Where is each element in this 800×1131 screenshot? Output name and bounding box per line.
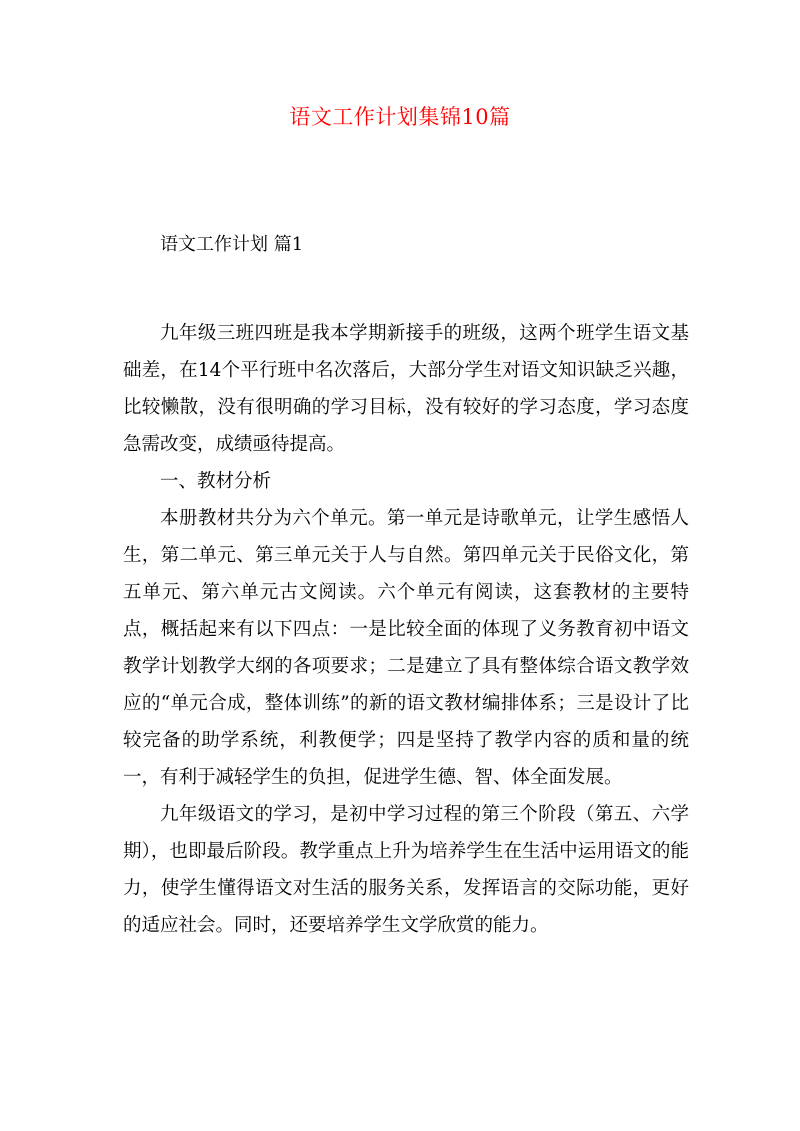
subheading-textbook-analysis: 一、教材分析	[160, 471, 272, 492]
paragraph-textbook-analysis: 本册教材共分为六个单元。第一单元是诗歌单元，让学生感悟人生，第二单元、第三单元关于人与自然。第四单元关于民俗文化，第五单元、第六单元古文阅读。六个单元有阅读，这套教材的主要特点，概括起来有以下四点：一是比较全面的体现了义务教育初中语文教学计划教学大纲的各项要求；二是建立了具有整体综合语文教学效应的“单元合成，整体训练”的新的语文教材编排体系；三是设计了比较完备的助学系统，利教便学；四是坚持了教学内容的质和量的统一，有利于减轻学生的负担，促进学生德、智、体全面发展。	[123, 508, 689, 788]
document-title: 语文工作计划集锦10篇	[289, 105, 511, 129]
section-heading: 语文工作计划 篇1	[160, 234, 304, 255]
paragraph-learning-stage: 九年级语文的学习，是初中学习过程的第三个阶段（第五、六学期），也即最后阶段。教学重点上升为培养学生在生活中运用语文的能力，使学生懂得语文对生活的服务关系，发挥语言的交际功能，更好的适应社会。同时，还要培养学生文学欣赏的能力。	[123, 804, 689, 936]
paragraph-class-situation: 九年级三班四班是我本学期新接手的班级，这两个班学生语文基础差，在14个平行班中名次落后，大部分学生对语文知识缺乏兴趣，比较懒散，没有很明确的学习目标，没有较好的学习态度，学习态度急需改变，成绩亟待提高。	[123, 323, 689, 455]
document-body	[123, 315, 689, 944]
